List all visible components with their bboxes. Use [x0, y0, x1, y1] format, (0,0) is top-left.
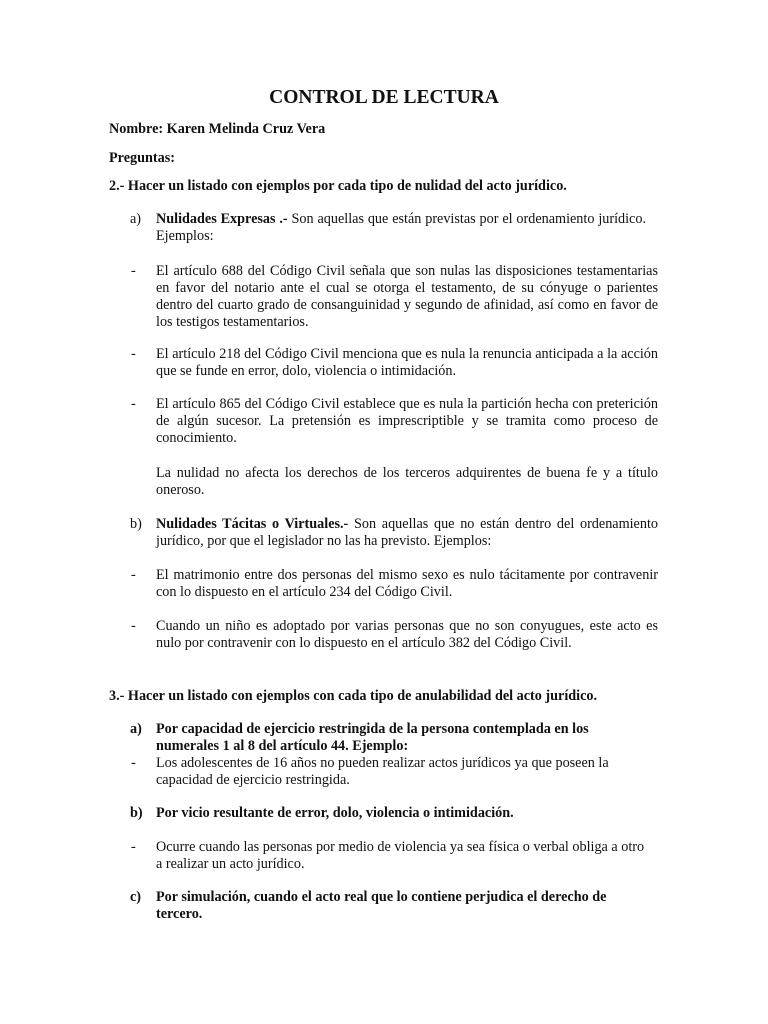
item-marker-a: a) [130, 721, 142, 737]
questions-label: Preguntas: [109, 150, 175, 166]
question-3-heading: 3.- Hacer un listado con ejemplos con cada tipo de anulabilidad del acto jurídico. [109, 688, 598, 704]
list-item: El matrimonio entre dos personas del mismo sexo es nulo tácitamente por contravenir con lo dispuesto en el artículo 234 del Código Civil. [156, 567, 658, 600]
list-dash: - [131, 839, 136, 855]
list-item: Cuando un niño es adoptado por varias personas que no son conyugues, este acto es nulo por contravenir con lo dispuesto en el artículo 382 del Código Civil. [156, 618, 658, 651]
anulabilidad-simulacion: Por simulación, cuando el acto real que lo contiene perjudica el derecho de tercero. [156, 889, 607, 922]
list-item: El artículo 218 del Código Civil menciona que es nula la renuncia anticipada a la acción que se funde en error, dolo, violencia o intimidación. [156, 346, 658, 379]
list-dash: - [131, 755, 136, 771]
list-item: El artículo 865 del Código Civil establece que es nula la partición hecha con preterición de algún sucesor. La pretensión es imprescriptible y se tramita como proceso de conocimiento. [156, 396, 658, 446]
document-title: CONTROL DE LECTURA [269, 87, 499, 108]
definition-term: Nulidades Tácitas o Virtuales.- [156, 516, 349, 532]
list-item: Ocurre cuando las personas por medio de violencia ya sea física o verbal obliga a otro a realizar un acto jurídico. [156, 839, 645, 872]
definition-text: Son aquellas que no están dentro del ordenamiento jurídico, por que el legislador no las ha previsto. Ejemplos: [156, 516, 658, 549]
item-marker-c: c) [130, 889, 142, 905]
list-item: Los adolescentes de 16 años no pueden realizar actos jurídicos ya que poseen la capacidad de ejercicio restringida. [156, 755, 609, 788]
anulabilidad-vicio: Por vicio resultante de error, dolo, violencia o intimidación. [156, 805, 514, 821]
nulidades-expresas-definition [156, 211, 646, 245]
list-dash: - [131, 567, 136, 583]
definition-term: Nulidades Expresas .- [156, 211, 288, 227]
student-name: Nombre: Karen Melinda Cruz Vera [109, 121, 326, 137]
list-dash: - [131, 346, 136, 362]
anulabilidad-capacidad: Por capacidad de ejercicio restringida de la persona contemplada en los numerales 1 al 8 del artículo 44. Ejemplo: [156, 721, 589, 754]
item-marker-b: b) [130, 516, 142, 532]
nullity-note: La nulidad no afecta los derechos de los terceros adquirentes de buena fe y a título oneroso. [156, 465, 658, 498]
item-marker-a: a) [130, 211, 142, 227]
definition-text: Son aquellas que están previstas por el ordenamiento jurídico. Ejemplos: [156, 211, 646, 244]
list-dash: - [131, 263, 136, 279]
nulidades-tacitas-definition [156, 516, 658, 550]
list-dash: - [131, 396, 136, 412]
list-item: El artículo 688 del Código Civil señala que son nulas las disposiciones testamentarias en favor del notario ante el cual se otorga el testamento, de su cónyuge o parientes dentro del cuarto grado de consanguinidad y segundo de afinidad, así como en favor de los testigos testamentarios. [156, 263, 658, 330]
question-2-heading: 2.- Hacer un listado con ejemplos por cada tipo de nulidad del acto jurídico. [109, 178, 567, 194]
item-marker-b: b) [130, 805, 143, 821]
list-dash: - [131, 618, 136, 634]
